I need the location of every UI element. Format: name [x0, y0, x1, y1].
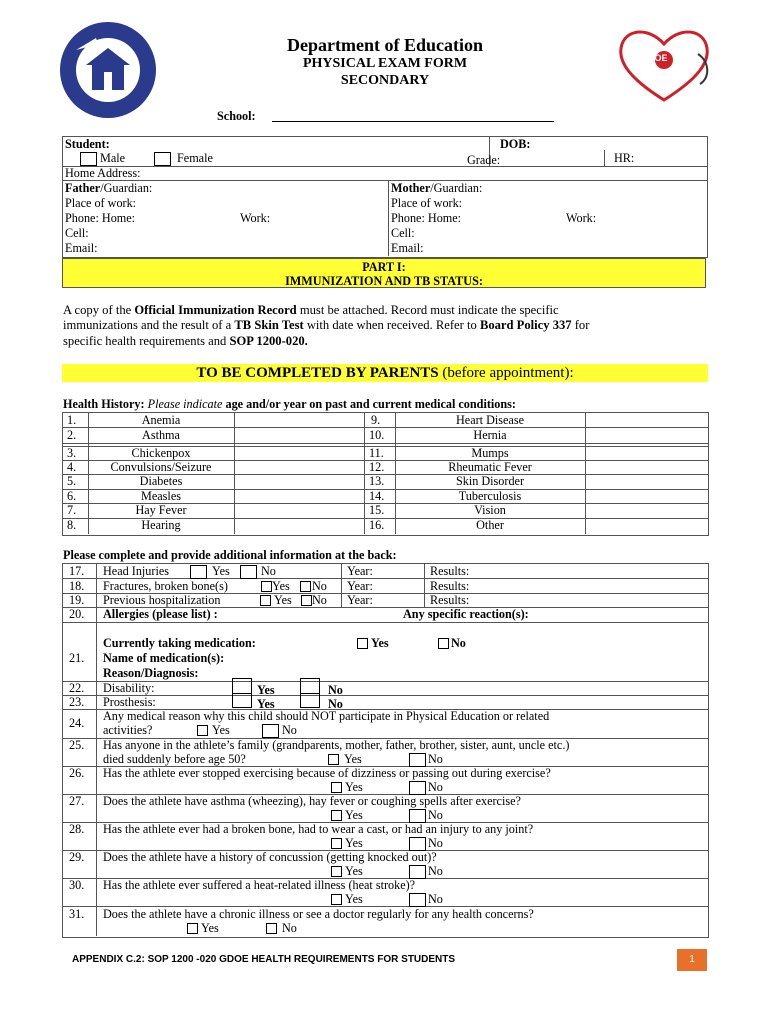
page-title: Department of Education [287, 35, 483, 55]
condition-name: Other [476, 518, 504, 532]
immunization-paragraph: A copy of the Official Immunization Record must be attached. Record must indicate the specific immunizations and the result of a TB Skin Test with date when received. Refer to Board Policy 337 for specific health requirements and SOP 1200-020. [63, 303, 590, 348]
condition-number: 10. [369, 428, 385, 442]
condition-name: Rheumatic Fever [448, 460, 532, 474]
q18-results: Results: [430, 579, 470, 593]
q18-no-label: No [312, 579, 327, 593]
father-email: Email: [65, 241, 98, 255]
footer-text: APPENDIX C.2: SOP 1200 -020 GDOE HEALTH REQUIREMENTS FOR STUDENTS [72, 954, 456, 965]
father-label: Father/Guardian: [65, 181, 153, 195]
q26-no-label: No [428, 780, 443, 794]
q27-no-label: No [428, 808, 443, 822]
condition-name: Hernia [473, 428, 507, 442]
condition-number: 9. [371, 413, 381, 427]
q29-no-label: No [428, 864, 443, 878]
student-label: Student: [65, 137, 110, 151]
q17-results: Results: [430, 564, 470, 578]
q17-no-checkbox[interactable] [240, 565, 257, 579]
male-checkbox[interactable] [80, 152, 97, 166]
hr-label: HR: [614, 151, 635, 165]
q24-yes-label: Yes [212, 723, 230, 737]
q23-number: 23. [69, 695, 85, 709]
q19-number: 19. [69, 593, 85, 607]
q17-year: Year: [347, 564, 373, 578]
q19-no-checkbox[interactable] [301, 595, 312, 606]
q27-yes-checkbox[interactable] [331, 810, 342, 821]
q21-medication: Currently taking medication: [103, 636, 256, 650]
q23-yes-label: Yes [257, 697, 275, 711]
q26-text: Has the athlete ever stopped exercising because of dizziness or passing out during exercise? [103, 766, 551, 780]
female-checkbox[interactable] [154, 152, 171, 166]
condition-name: Tuberculosis [458, 489, 522, 503]
q25-yes-checkbox[interactable] [328, 754, 339, 765]
mother-phone-work: Work: [566, 211, 597, 225]
q25-yes-label: Yes [344, 752, 362, 766]
q30-yes-label: Yes [345, 892, 363, 906]
q24-text-line1: Any medical reason why this child should NOT participate in Physical Education or related [103, 709, 550, 723]
q24-yes-checkbox[interactable] [197, 725, 208, 736]
q24-text-line2: activities? [103, 723, 153, 737]
q25-number: 25. [69, 738, 85, 752]
parents-banner: TO BE COMPLETED BY PARENTS (before appointment): [62, 364, 708, 382]
condition-name: Measles [141, 489, 181, 503]
condition-number: 1. [67, 413, 77, 427]
q17-number: 17. [69, 564, 85, 578]
q28-text: Has the athlete ever had a broken bone, had to wear a cast, or had an injury to any joint? [103, 822, 534, 836]
condition-number: 7. [67, 503, 77, 517]
home-address-label: Home Address: [65, 166, 141, 180]
condition-name: Anemia [141, 413, 181, 427]
q22-no-checkbox[interactable] [300, 678, 320, 694]
q23-yes-checkbox[interactable] [232, 693, 252, 708]
q26-yes-label: Yes [345, 780, 363, 794]
q29-text: Does the athlete have a history of concussion (getting knocked out)? [103, 850, 437, 864]
condition-number: 5. [67, 474, 77, 488]
q18-no-checkbox[interactable] [300, 581, 311, 592]
condition-name: Chickenpox [131, 446, 191, 460]
q18-number: 18. [69, 579, 85, 593]
condition-number: 3. [67, 446, 77, 460]
mother-work-place: Place of work: [391, 196, 463, 210]
q21-number: 21. [69, 651, 85, 665]
q28-yes-checkbox[interactable] [331, 838, 342, 849]
q29-yes-label: Yes [345, 864, 363, 878]
q18-yes-checkbox[interactable] [261, 581, 272, 592]
q17-text: Head Injuries [103, 564, 169, 578]
q21-yes-label: Yes [371, 636, 389, 650]
condition-number: 11. [369, 446, 384, 460]
form-subtitle: PHYSICAL EXAM FORM [302, 56, 468, 71]
q21-reason: Reason/Diagnosis: [103, 666, 199, 680]
condition-number: 2. [67, 428, 77, 442]
q19-results: Results: [430, 593, 470, 607]
condition-name: Heart Disease [455, 413, 524, 427]
q19-text: Previous hospitalization [103, 593, 221, 607]
q19-year: Year: [347, 593, 373, 607]
q29-yes-checkbox[interactable] [331, 866, 342, 877]
q27-no-checkbox[interactable] [409, 809, 426, 823]
dob-label: DOB: [500, 137, 531, 151]
mother-label: Mother/Guardian: [391, 181, 483, 195]
q25-text-line1: Has anyone in the athlete’s family (grandparents, mother, father, brother, sister, aunt, uncle etc.) [103, 738, 570, 752]
q29-no-checkbox[interactable] [409, 865, 426, 879]
condition-number: 16. [369, 518, 385, 532]
part1-subtitle: IMMUNIZATION AND TB STATUS: [285, 274, 483, 288]
mother-cell: Cell: [391, 226, 415, 240]
q27-text: Does the athlete have asthma (wheezing), hay fever or coughing spells after exercise? [103, 794, 521, 808]
q31-yes-label: Yes [201, 921, 219, 935]
q30-number: 30. [69, 878, 85, 892]
condition-number: 14. [369, 489, 385, 503]
q29-number: 29. [69, 850, 85, 864]
q23-no-label: No [328, 697, 343, 711]
school-input-line[interactable] [272, 121, 554, 122]
q30-text: Has the athlete ever suffered a heat-related illness (heat stroke)? [103, 878, 416, 892]
q27-number: 27. [69, 794, 85, 808]
father-phone-home: Phone: Home: [65, 211, 136, 225]
doe-badge: DOE [648, 53, 668, 63]
q31-number: 31. [69, 907, 85, 921]
additional-heading: Please complete and provide additional information at the back: [63, 548, 397, 562]
q21-yes-checkbox[interactable] [357, 638, 368, 649]
condition-number: 8. [67, 518, 77, 532]
condition-name: Diabetes [139, 474, 183, 488]
q25-no-checkbox[interactable] [409, 753, 426, 767]
father-cell: Cell: [65, 226, 89, 240]
q26-yes-checkbox[interactable] [331, 782, 342, 793]
q31-yes-checkbox[interactable] [187, 923, 198, 934]
q17-yes-checkbox[interactable] [190, 565, 207, 579]
q21-no-label: No [451, 636, 466, 650]
q26-number: 26. [69, 766, 85, 780]
q27-yes-label: Yes [345, 808, 363, 822]
q20-text: Allergies (please list) : [103, 607, 218, 621]
father-phone-work: Work: [240, 211, 271, 225]
condition-name: Hay Fever [135, 503, 187, 517]
condition-number: 15. [369, 503, 385, 517]
q18-year: Year: [347, 579, 373, 593]
q28-no-checkbox[interactable] [409, 837, 426, 851]
q17-yes-label: Yes [212, 564, 230, 578]
q20-number: 20. [69, 607, 85, 621]
q25-text-line2: died suddenly before age 50? [103, 752, 246, 766]
condition-number: 12. [369, 460, 385, 474]
q22-text: Disability: [103, 681, 155, 695]
father-work-place: Place of work: [65, 196, 137, 210]
q22-yes-checkbox[interactable] [232, 678, 252, 694]
q22-number: 22. [69, 681, 85, 695]
part1-title: PART I: [362, 260, 406, 274]
q20-reaction: Any specific reaction(s): [403, 607, 529, 621]
condition-name: Asthma [142, 428, 180, 442]
part1-banner [62, 258, 706, 288]
q19-yes-label: Yes [274, 593, 292, 607]
q19-yes-checkbox[interactable] [260, 595, 271, 606]
page-number-badge: 1 [677, 949, 707, 971]
q23-no-checkbox[interactable] [300, 693, 320, 708]
condition-number: 4. [67, 460, 77, 474]
mother-email: Email: [391, 241, 424, 255]
female-label: Female [177, 151, 213, 165]
q30-yes-checkbox[interactable] [331, 894, 342, 905]
q31-text: Does the athlete have a chronic illness or see a doctor regularly for any health concerns? [103, 907, 534, 921]
q18-text: Fractures, broken bone(s) [103, 579, 228, 593]
condition-number: 6. [67, 489, 77, 503]
q25-no-label: No [428, 752, 443, 766]
q30-no-checkbox[interactable] [409, 893, 426, 907]
q21-no-checkbox[interactable] [438, 638, 449, 649]
condition-name: Skin Disorder [455, 474, 525, 488]
q28-number: 28. [69, 822, 85, 836]
q26-no-checkbox[interactable] [409, 781, 426, 795]
q31-no-checkbox[interactable] [266, 923, 277, 934]
male-label: Male [100, 151, 126, 165]
condition-name: Hearing [141, 518, 181, 532]
q28-yes-label: Yes [345, 836, 363, 850]
q24-no-label: No [282, 723, 297, 737]
q22-yes-label: Yes [257, 683, 275, 697]
q24-no-checkbox[interactable] [262, 724, 279, 738]
q31-no-label: No [282, 921, 297, 935]
condition-name: Mumps [471, 446, 509, 460]
mother-phone-home: Phone: Home: [391, 211, 462, 225]
condition-number: 13. [369, 474, 385, 488]
grade-label: Grade: [467, 153, 501, 167]
q30-no-label: No [428, 892, 443, 906]
q18-yes-label: Yes [272, 579, 290, 593]
q28-no-label: No [428, 836, 443, 850]
condition-name: Convulsions/Seizure [110, 460, 212, 474]
q23-text: Prosthesis: [103, 695, 156, 709]
q24-number: 24. [69, 716, 85, 730]
q17-no-label: No [261, 564, 276, 578]
q22-no-label: No [328, 683, 343, 697]
condition-name: Vision [474, 503, 506, 517]
school-label: School: [217, 109, 256, 123]
q19-no-label: No [312, 593, 327, 607]
health-history-label: Health History: Please indicate age and/or year on past and current medical conditions: [63, 397, 516, 411]
form-level: SECONDARY [340, 73, 430, 88]
q21-medication-names: Name of medication(s): [103, 651, 225, 665]
